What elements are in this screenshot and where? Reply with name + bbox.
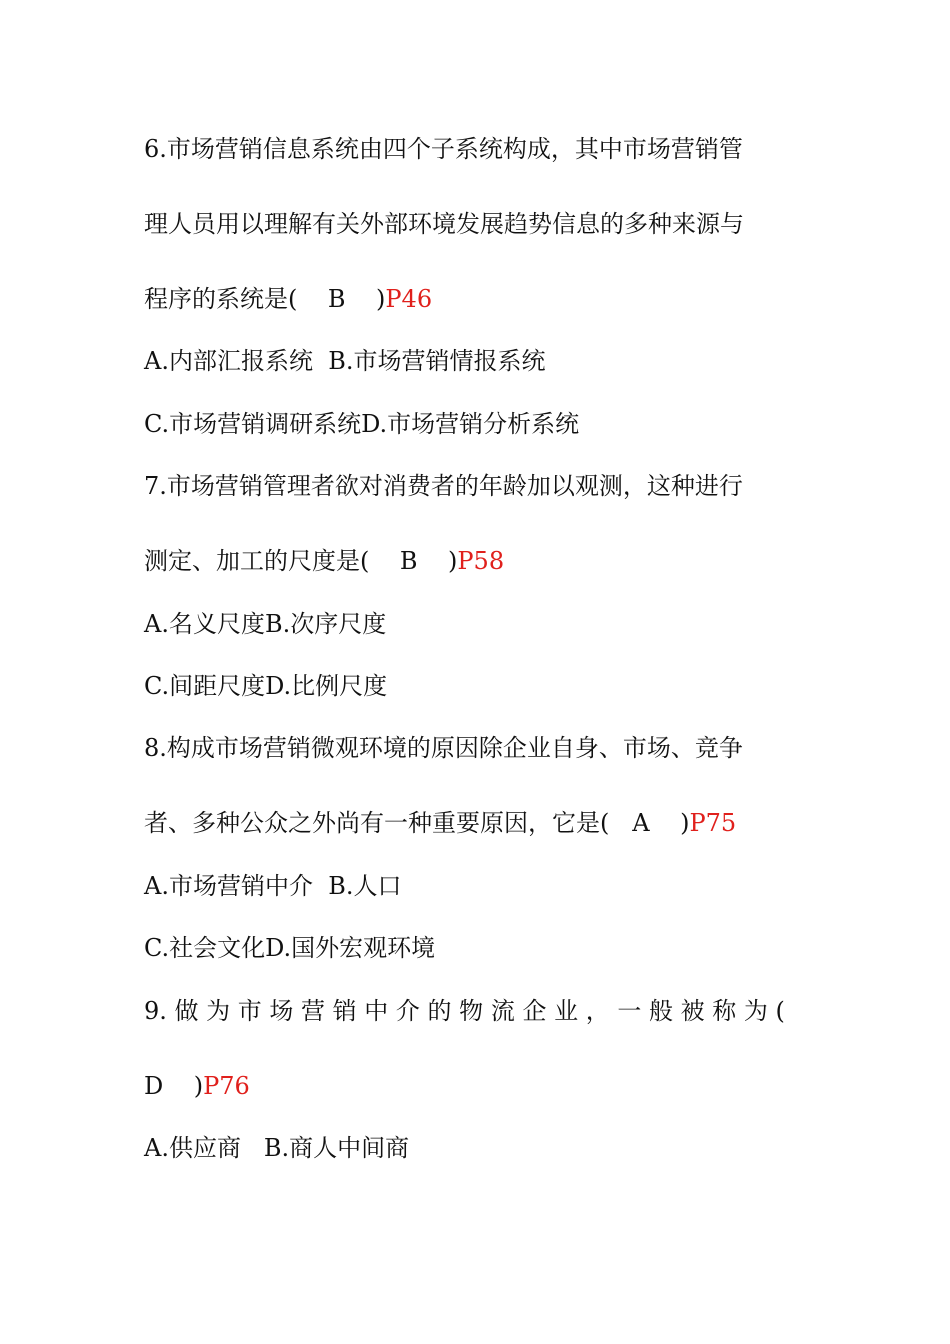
- question-stem-line: 理人员用以理解有关外部环境发展趋势信息的多种来源与: [144, 210, 744, 238]
- question-stem-line: 6.市场营销信息系统由四个子系统构成，其中市场营销管: [144, 135, 743, 163]
- answer-options: C.市场营销调研系统D.市场营销分析系统: [144, 410, 580, 438]
- page-reference: P76: [203, 1072, 250, 1100]
- question-stem-text: 测定、加工的尺度是( B ): [144, 547, 458, 575]
- page-reference: P46: [385, 285, 433, 313]
- answer-options: A.供应商 B.商人中间商: [144, 1134, 410, 1162]
- question-stem-line-with-ref: [144, 546, 504, 576]
- question-stem-line: 7.市场营销管理者欲对消费者的年龄加以观测，这种进行: [144, 472, 743, 500]
- answer-options: C.社会文化D.国外宏观环境: [144, 934, 436, 962]
- page-reference: P75: [689, 809, 737, 837]
- question-stem-line-with-ref: [144, 1071, 250, 1101]
- page-reference: P58: [457, 547, 505, 575]
- question-stem-text: 程序的系统是( B ): [144, 285, 386, 313]
- answer-options: A.内部汇报系统 B.市场营销情报系统: [144, 347, 546, 375]
- answer-options: A.市场营销中介 B.人口: [144, 872, 402, 900]
- question-stem-text: 者、多种公众之外尚有一种重要原因，它是( A ): [144, 809, 690, 837]
- question-stem-line: 8.构成市场营销微观环境的原因除企业自身、市场、竞争: [144, 734, 743, 762]
- answer-options: A.名义尺度B.次序尺度: [144, 610, 387, 638]
- question-stem-line: 9. 做 为 市 场 营 销 中 介 的 物 流 企 业 ， 一 般 被 称 为 (: [144, 997, 785, 1025]
- question-stem-text: D ): [144, 1072, 204, 1100]
- answer-options: C.间距尺度D.比例尺度: [144, 672, 388, 700]
- question-stem-line-with-ref: [144, 284, 432, 314]
- question-stem-line-with-ref: [144, 808, 736, 838]
